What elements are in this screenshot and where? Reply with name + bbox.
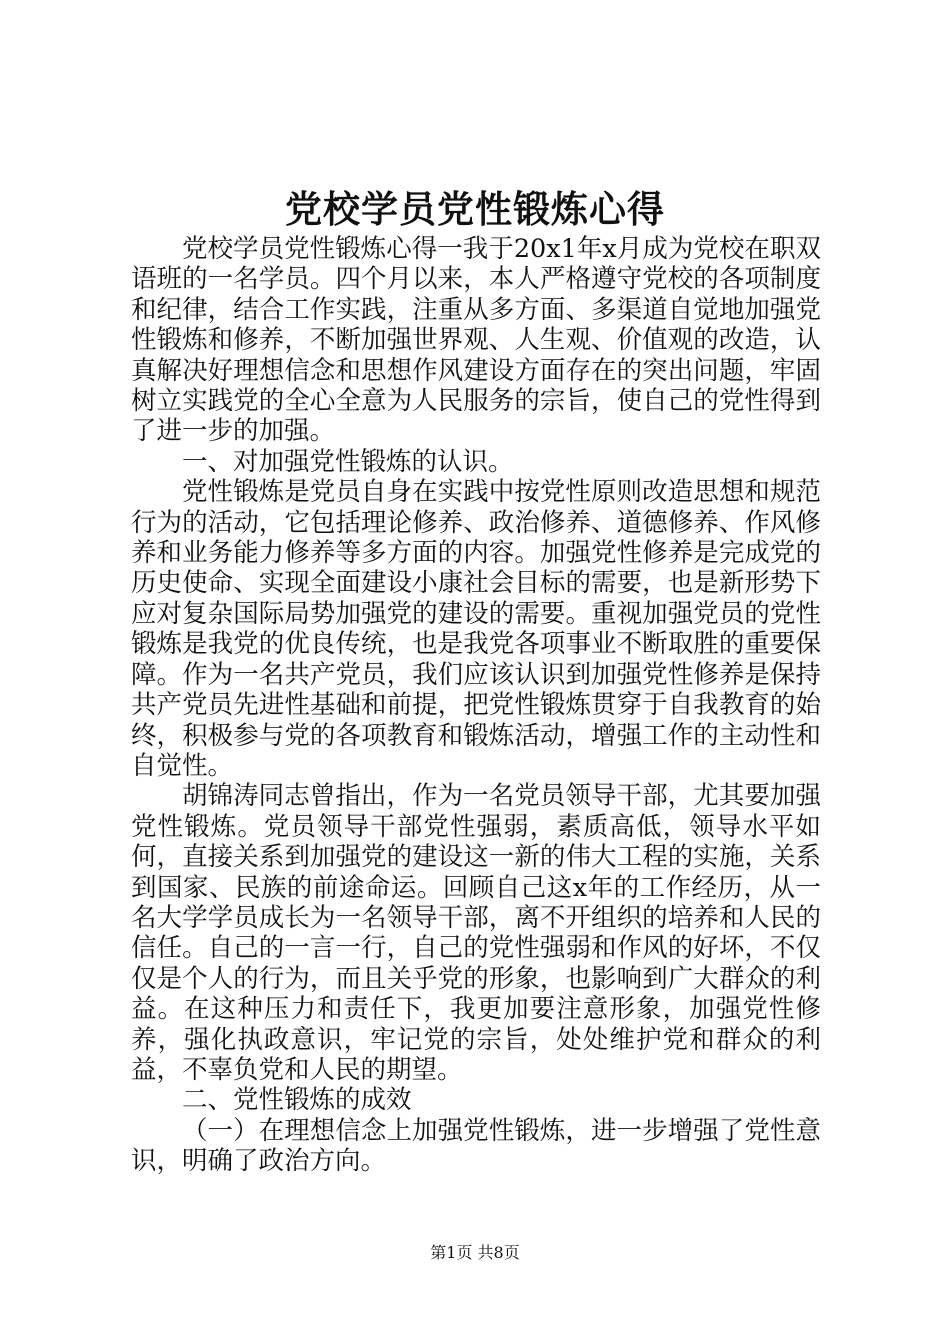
document-body (131, 234, 821, 1177)
paragraph-hu-jintao: 胡锦涛同志曾指出，作为一名党员领导干部，尤其要加强党性锻炼。党员领导干部党性强弱，素质高低，领导水平如何，直接关系到加强党的建设这一新的伟大工程的实施，关系到国家、民族的前途命运。回顾自己这x年的工作经历，从一名大学学员成长为一名领导干部，离不开组织的培养和人民的信任。自己的一言一行，自己的党性强弱和作风的好坏，不仅仅是个人的行为，而且关乎党的形象，也影响到广大群众的利益。在这种压力和责任下，我更加要注意形象，加强党性修养，强化执政意识，牢记党的宗旨，处处维护党和群众的利益，不辜负党和人民的期望。 (131, 781, 821, 1085)
section-heading-1: 一、对加强党性锻炼的认识。 (182, 446, 514, 477)
section-heading-2: 二、党性锻炼的成效 (182, 1085, 412, 1116)
paragraph-party-training: 党性锻炼是党员自身在实践中按党性原则改造思想和规范行为的活动，它包括理论修养、政治修养、道德修养、作风修养和业务能力修养等多方面的内容。加强党性修养是完成党的历史使命、实现全面建设小康社会目标的需要，也是新形势下应对复杂国际局势加强党的建设的需要。重视加强党员的党性锻炼是我党的优良传统，也是我党各项事业不断取胜的重要保障。作为一名共产党员，我们应该认识到加强党性修养是保持共产党员先进性基础和前提，把党性锻炼贯穿于自我教育的始终，积极参与党的各项教育和锻炼活动，增强工作的主动性和自觉性。 (131, 477, 821, 781)
page-number-footer: 第1页 共8页 (430, 1243, 520, 1262)
document-title: 党校学员党性锻炼心得 (285, 187, 665, 231)
paragraph-intro: 党校学员党性锻炼心得一我于20x1年x月成为党校在职双语班的一名学员。四个月以来，本人严格遵守党校的各项制度和纪律，结合工作实践，注重从多方面、多渠道自觉地加强党性锻炼和修养，不断加强世界观、人生观、价值观的改造，认真解决好理想信念和思想作风建设方面存在的突出问题，牢固树立实践党的全心全意为人民服务的宗旨，使自己的党性得到了进一步的加强。 (131, 234, 821, 447)
subsection-heading-1: （一）在理想信念上加强党性锻炼，进一步增强了党性意识，明确了政治方向。 (131, 1115, 821, 1177)
